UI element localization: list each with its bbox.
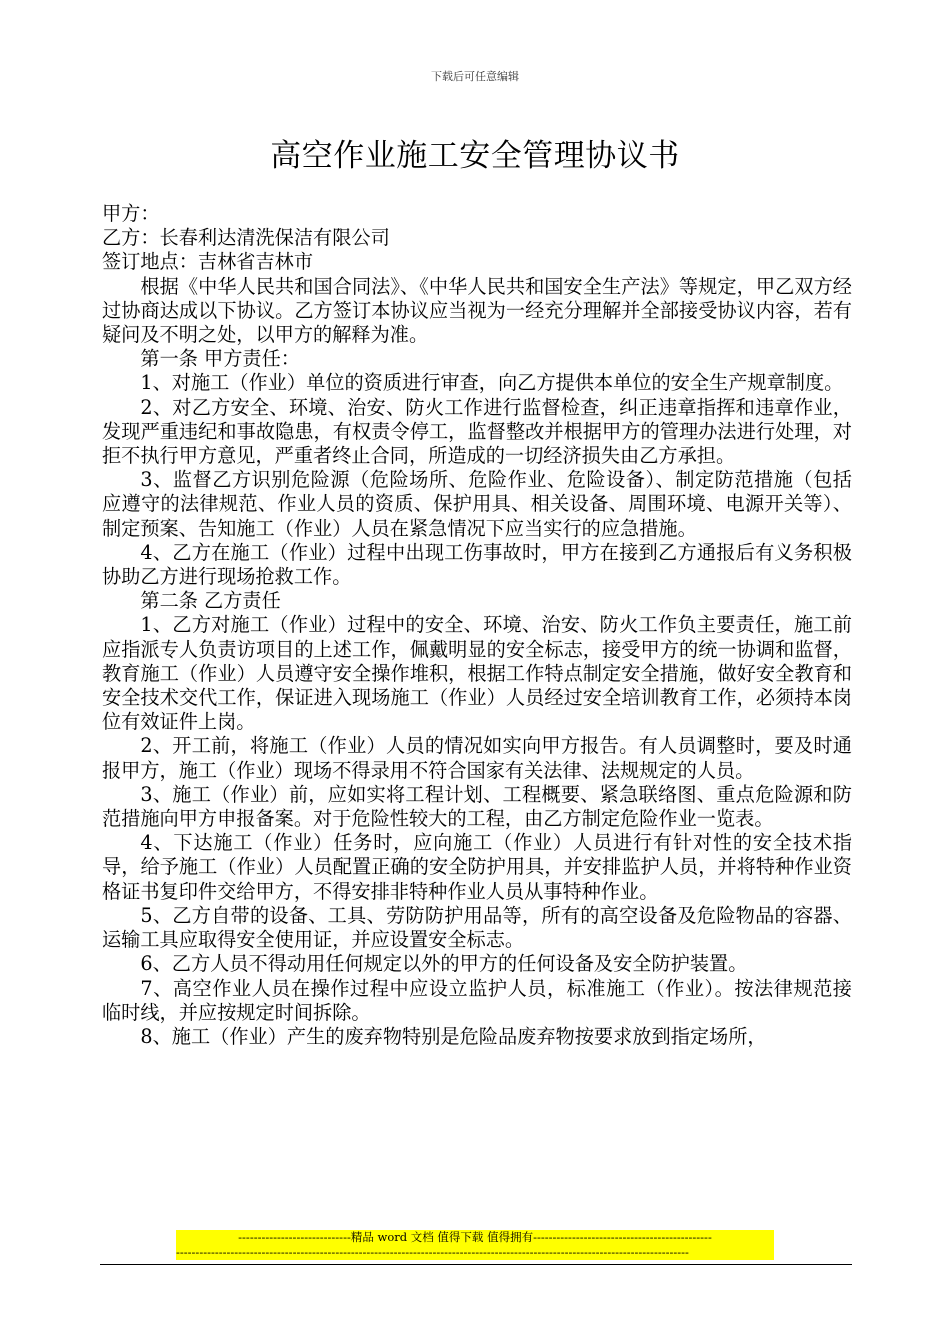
paragraph-a4: 4、乙方在施工（作业）过程中出现工伤事故时，甲方在接到乙方通报后有义务积极协助乙方进行现场抢救工作。	[102, 540, 852, 589]
paragraph-b6: 6、乙方人员不得动用任何规定以外的甲方的任何设备及安全防护装置。	[140, 952, 748, 976]
party-a-line: 甲方：	[102, 202, 160, 225]
paragraph-a3: 3、监督乙方识别危险源（危险场所、危险作业、危险设备）、制定防范措施（包括应遵守的法律规范、作业人员的资质、保护用具、相关设备、周围环境、电源开关等）、制定预案、告知施工（作业）人员在紧急情况下应当实行的应急措施。	[102, 468, 852, 540]
document-title: 高空作业施工安全管理协议书	[270, 138, 680, 174]
header-note: 下载后可任意编辑	[431, 70, 519, 83]
paragraph-a1: 1、对施工（作业）单位的资质进行审查，向乙方提供本单位的安全生产规章制度。	[140, 371, 844, 395]
party-b-line: 乙方：长春利达清洗保洁有限公司	[102, 226, 390, 250]
paragraph-b7: 7、高空作业人员在操作过程中应设立监护人员，标准施工（作业）。按法律规范接临时线，并应按规定时间拆除。	[102, 976, 852, 1024]
paragraph-b8: 8、施工（作业）产生的废弃物特别是危险品废弃物按要求放到指定场所，	[140, 1024, 767, 1048]
paragraph-b5: 5、乙方自带的设备、工具、劳防防护用品等，所有的高空设备及危险物品的容器、运输工具应取得安全使用证，并应设置安全标志。	[102, 903, 852, 952]
paragraph-b1: 1、乙方对施工（作业）过程中的安全、环境、治安、防火工作负主要责任，施工前应指派专人负责访项目的上述工作，佩戴明显的安全标志，接受甲方的统一协调和监督，教育施工（作业）人员遵守安全操作堆积，根据工作特点制定安全措施，做好安全教育和安全技术交代工作，保证进入现场施工（作业）人员经过安全培训教育工作，必须持本岗位有效证件上岗。	[102, 613, 852, 734]
paragraph-b4: 4、下达施工（作业）任务时，应向施工（作业）人员进行有针对性的安全技术指导，给予施工（作业）人员配置正确的安全防护用具，并安排监护人员，并将特种作业资格证书复印件交给甲方，不得安排非特种作业人员从事特种作业。	[102, 831, 852, 903]
paragraph-preamble: 根据《中华人民共和国合同法》、《中华人民共和国安全生产法》等规定，甲乙双方经过协商达成以下协议。乙方签订本协议应当视为一经充分理解并全部接受协议内容，若有疑问及不明之处，以甲方的解释为准。	[102, 274, 852, 347]
footer-line-1: -----------------------------精品 word 文档 值得下载 值得拥有----------------------------------------------	[176, 1230, 774, 1245]
footer-banner	[176, 1230, 774, 1260]
footer-rule	[100, 1264, 852, 1265]
article-two-heading: 第二条 乙方责任	[140, 589, 281, 613]
paragraph-b3: 3、施工（作业）前，应如实将工程计划、工程概要、紧急联络图、重点危险源和防范措施向甲方申报备案。对于危险性较大的工程，由乙方制定危险作业一览表。	[102, 782, 852, 831]
paragraph-a2: 2、对乙方安全、环境、治安、防火工作进行监督检查，纠正违章指挥和违章作业，发现严重违纪和事故隐患，有权责令停工，监督整改并根据甲方的管理办法进行处理，对拒不执行甲方意见，严重者终止合同，所造成的一切经济损失由乙方承担。	[102, 395, 852, 468]
footer-line-2: ------------------------------------------------------------------------------------------------------------------------------------	[176, 1245, 774, 1260]
signing-location-line: 签订地点：吉林省吉林市	[102, 250, 314, 274]
paragraph-b2: 2、开工前，将施工（作业）人员的情况如实向甲方报告。有人员调整时，要及时通报甲方，施工（作业）现场不得录用不符合国家有关法律、法规规定的人员。	[102, 734, 852, 782]
document-body	[102, 202, 852, 1049]
article-one-heading: 第一条 甲方责任：	[140, 347, 300, 371]
